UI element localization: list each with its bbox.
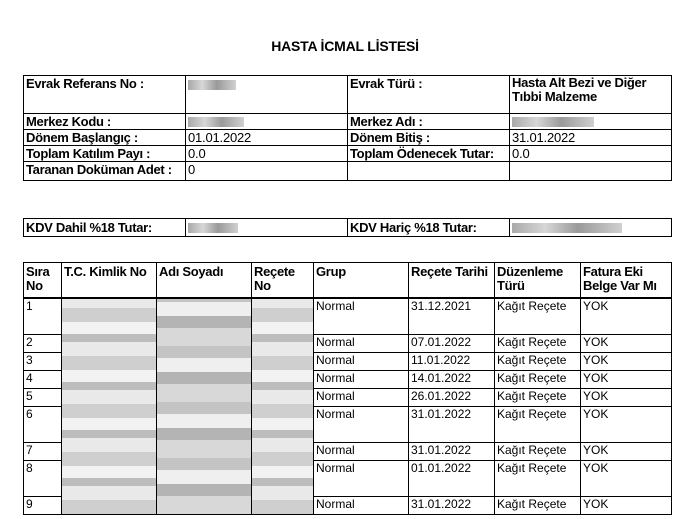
tarih-cell: 26.01.2022 — [409, 389, 495, 407]
grup-cell: Normal — [314, 353, 409, 371]
tarih-cell: 11.01.2022 — [409, 353, 495, 371]
donem-baslangic-value: 01.01.2022 — [186, 130, 348, 146]
tarih-cell: 07.01.2022 — [409, 335, 495, 353]
kdv-table — [23, 218, 672, 237]
tur-cell: Kağıt Reçete — [495, 443, 581, 461]
tarih-cell: 31.01.2022 — [409, 407, 495, 443]
tur-cell: Kağıt Reçete — [495, 298, 581, 335]
fatura-cell: YOK — [581, 461, 672, 497]
tur-cell: Kağıt Reçete — [495, 389, 581, 407]
kdv-haric-label: KDV Hariç %18 Tutar: — [348, 219, 510, 237]
col-header-sira-no: Sıra No — [24, 263, 62, 298]
taranan-value: 0 — [186, 162, 348, 181]
tarih-cell: 31.12.2021 — [409, 298, 495, 335]
sira-cell: 1 — [24, 298, 62, 335]
fatura-cell: YOK — [581, 389, 672, 407]
patient-list-table — [23, 262, 672, 515]
page-title: HASTA İCMAL LİSTESİ — [271, 38, 419, 54]
tur-cell: Kağıt Reçete — [495, 371, 581, 389]
sira-cell: 9 — [24, 497, 62, 515]
sira-cell: 4 — [24, 371, 62, 389]
grup-cell: Normal — [314, 389, 409, 407]
toplam-odenecek-label: Toplam Ödenecek Tutar: — [348, 146, 510, 162]
recete-no-redacted — [252, 298, 314, 515]
merkez-adi-value — [510, 114, 672, 130]
fatura-cell: YOK — [581, 353, 672, 371]
empty-cell — [348, 162, 510, 181]
grup-cell: Normal — [314, 461, 409, 497]
merkez-adi-label: Merkez Adı : — [348, 114, 510, 130]
col-header-grup: Grup — [314, 263, 409, 298]
taranan-label: Taranan Doküman Adet : — [24, 162, 186, 181]
tur-cell: Kağıt Reçete — [495, 407, 581, 443]
tur-cell: Kağıt Reçete — [495, 461, 581, 497]
merkez-kodu-label: Merkez Kodu : — [24, 114, 186, 130]
merkez-kodu-value — [186, 114, 348, 130]
kdv-dahil-label: KDV Dahil %18 Tutar: — [24, 219, 186, 237]
fatura-cell: YOK — [581, 443, 672, 461]
fatura-cell: YOK — [581, 407, 672, 443]
evrak-turu-value: Hasta Alt Bezi ve Diğer Tıbbi Malzeme — [510, 76, 672, 114]
toplam-odenecek-value: 0.0 — [510, 146, 672, 162]
kdv-haric-value — [510, 219, 672, 237]
donem-bitis-label: Dönem Bitiş : — [348, 130, 510, 146]
tur-cell: Kağıt Reçete — [495, 335, 581, 353]
grup-cell: Normal — [314, 407, 409, 443]
evrak-ref-value — [186, 76, 348, 114]
adi-soyadi-redacted — [157, 298, 252, 515]
fatura-cell: YOK — [581, 298, 672, 335]
grup-cell: Normal — [314, 443, 409, 461]
tarih-cell: 31.01.2022 — [409, 497, 495, 515]
fatura-cell: YOK — [581, 497, 672, 515]
donem-bitis-value: 31.01.2022 — [510, 130, 672, 146]
grup-cell: Normal — [314, 371, 409, 389]
sira-cell: 7 — [24, 443, 62, 461]
tarih-cell: 31.01.2022 — [409, 443, 495, 461]
evrak-ref-label: Evrak Referans No : — [24, 76, 186, 114]
col-header-fatura-eki: Fatura Eki Belge Var Mı — [581, 263, 672, 298]
tc-kimlik-redacted — [62, 298, 157, 515]
tur-cell: Kağıt Reçete — [495, 353, 581, 371]
sira-cell: 6 — [24, 407, 62, 443]
tarih-cell: 14.01.2022 — [409, 371, 495, 389]
info-table — [23, 75, 672, 181]
kdv-dahil-value — [186, 219, 348, 237]
sira-cell: 5 — [24, 389, 62, 407]
col-header-recete-tarihi: Reçete Tarihi — [409, 263, 495, 298]
col-header-adi-soyadi: Adı Soyadı — [157, 263, 252, 298]
col-header-recete-no: Reçete No — [252, 263, 314, 298]
grup-cell: Normal — [314, 497, 409, 515]
sira-cell: 2 — [24, 335, 62, 353]
evrak-turu-label: Evrak Türü : — [348, 76, 510, 114]
toplam-katilim-value: 0.0 — [186, 146, 348, 162]
empty-cell — [510, 162, 672, 181]
col-header-duzenleme-turu: Düzenleme Türü — [495, 263, 581, 298]
toplam-katilim-label: Toplam Katılım Payı : — [24, 146, 186, 162]
grup-cell: Normal — [314, 335, 409, 353]
tur-cell: Kağıt Reçete — [495, 497, 581, 515]
donem-baslangic-label: Dönem Başlangıç : — [24, 130, 186, 146]
fatura-cell: YOK — [581, 335, 672, 353]
grup-cell: Normal — [314, 298, 409, 335]
sira-cell: 3 — [24, 353, 62, 371]
col-header-tc-kimlik: T.C. Kimlik No — [62, 263, 157, 298]
sira-cell: 8 — [24, 461, 62, 497]
table-row — [24, 298, 672, 335]
fatura-cell: YOK — [581, 371, 672, 389]
tarih-cell: 01.01.2022 — [409, 461, 495, 497]
